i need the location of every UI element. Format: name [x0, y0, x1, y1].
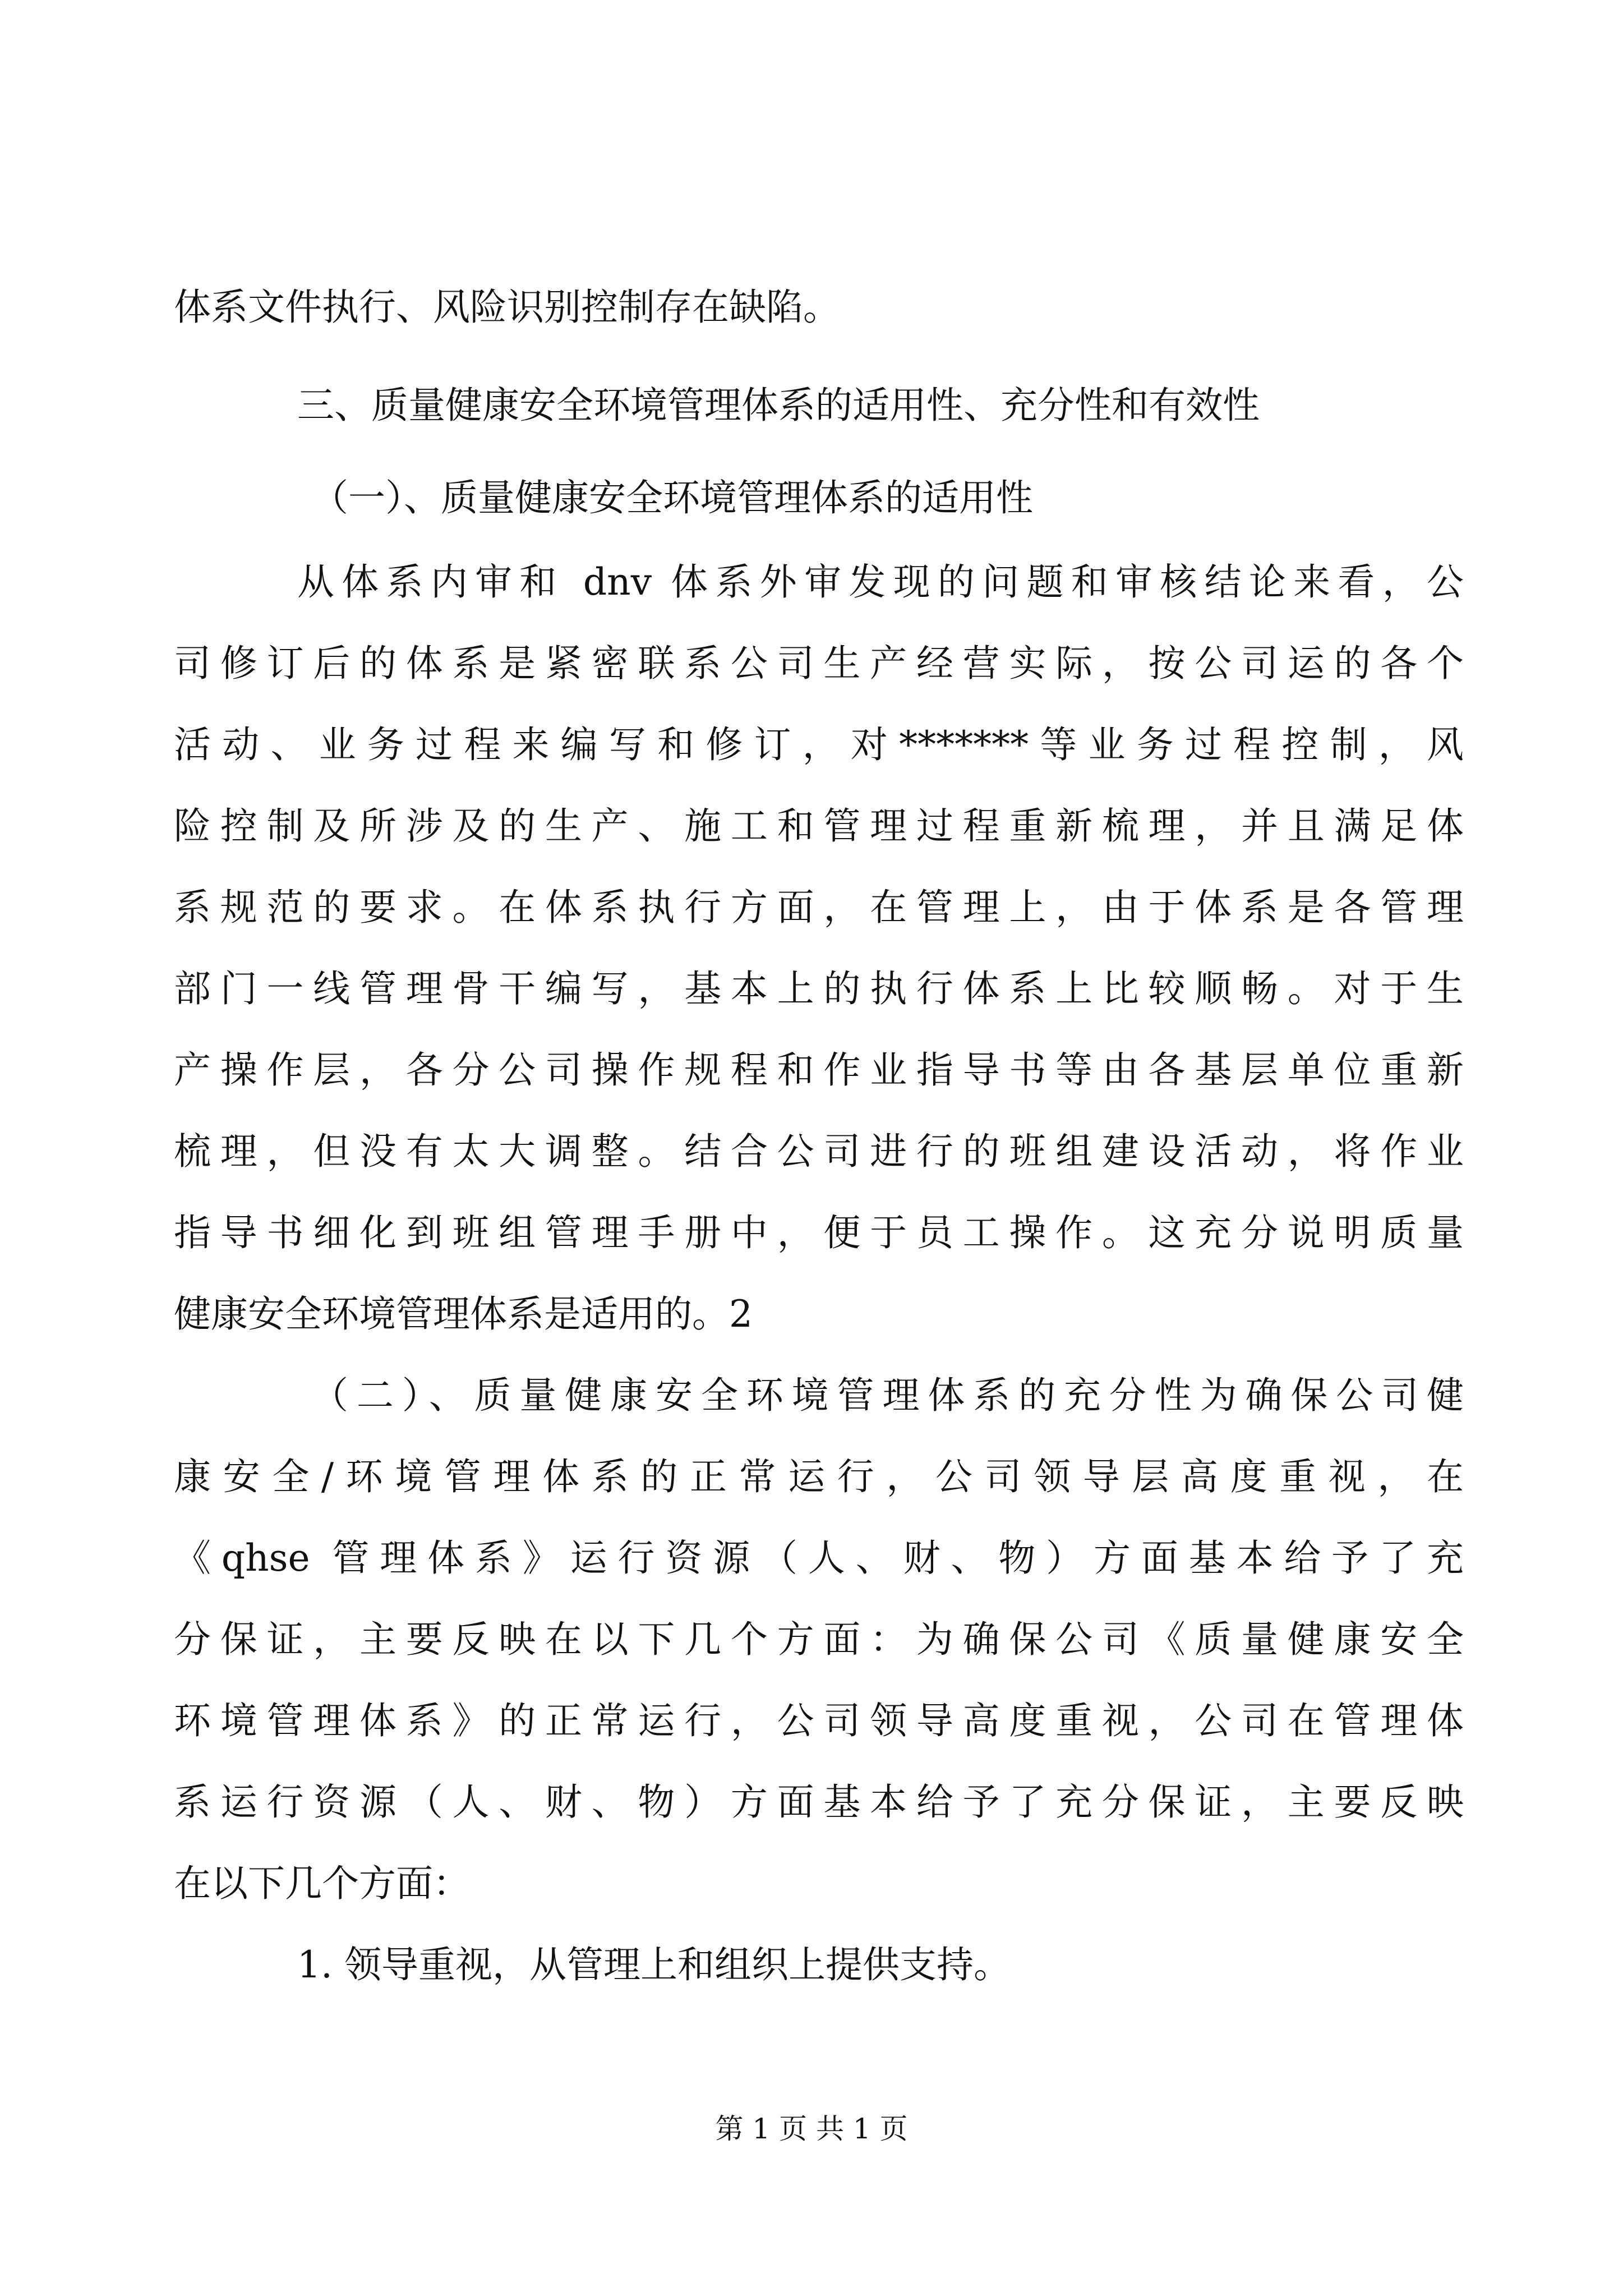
paragraph-line: 在以下几个方面：	[174, 1862, 470, 1905]
paragraph-line: 产操作层，各分公司操作规程和作业指导书等由各基层单位重新	[174, 1048, 1464, 1092]
paragraph-line: 指导书细化到班组管理手册中，便于员工操作。这充分说明质量	[174, 1211, 1464, 1254]
paragraph-line: 梳理，但没有太大调整。结合公司进行的班组建设活动，将作业	[174, 1130, 1464, 1173]
paragraph-line: 从体系内审和 dnv 体系外审发现的问题和审核结论来看，公	[297, 560, 1464, 604]
text-line-1: 体系文件执行、风险识别控制存在缺陷。	[174, 286, 840, 329]
paragraph-line: 环境管理体系》的正常运行，公司领导高度重视，公司在管理体	[174, 1699, 1464, 1742]
paragraph-line: （二）、质量健康安全环境管理体系的充分性为确保公司健	[311, 1374, 1464, 1417]
subsection-heading-1: （一）、质量健康安全环境管理体系的适用性	[311, 476, 1033, 519]
page-number-footer: 第 1 页 共 1 页	[715, 2113, 908, 2145]
paragraph-line: 分保证，主要反映在以下几个方面：为确保公司《质量健康安全	[174, 1618, 1464, 1661]
paragraph-line: 系规范的要求。在体系执行方面，在管理上，由于体系是各管理	[174, 886, 1464, 929]
section-heading-3: 三、质量健康安全环境管理体系的适用性、充分性和有效性	[297, 384, 1260, 427]
paragraph-line: 系运行资源（人、财、物）方面基本给予了充分保证，主要反映	[174, 1780, 1464, 1824]
paragraph-line: 健康安全环境管理体系是适用的。2	[174, 1292, 753, 1336]
paragraph-line: 康安全/环境管理体系的正常运行，公司领导层高度重视，在	[174, 1455, 1464, 1498]
paragraph-line: 司修订后的体系是紧密联系公司生产经营实际，按公司运的各个	[174, 642, 1464, 685]
paragraph-line: 《qhse 管理体系》运行资源（人、财、物）方面基本给予了充	[174, 1536, 1464, 1580]
paragraph-line: 活动、业务过程来编写和修订，对*******等业务过程控制，风	[174, 723, 1464, 766]
paragraph-line: 部门一线管理骨干编写，基本上的执行体系上比较顺畅。对于生	[174, 967, 1464, 1010]
list-item-1: 1. 领导重视，从管理上和组织上提供支持。	[297, 1943, 1011, 1986]
paragraph-line: 险控制及所涉及的生产、施工和管理过程重新梳理，并且满足体	[174, 804, 1464, 848]
